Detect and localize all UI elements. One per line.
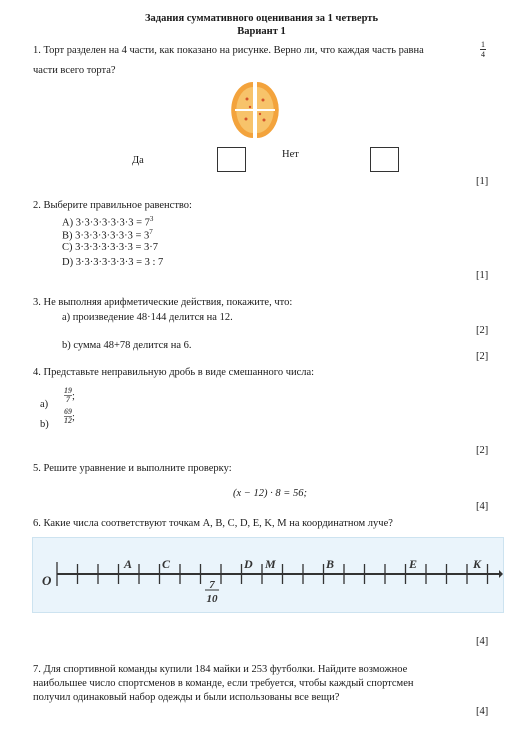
- q2-option-a-expr: 3·3·3·3·3·3·3 = 7: [75, 217, 150, 229]
- fraction-denominator: 10: [206, 593, 218, 605]
- q4-part-a-label: a): [40, 399, 49, 410]
- q6-title: 6. Какие числа соответствуют точкам A, B, C, D, E, K, M на координатном луче?: [33, 518, 393, 529]
- q2-option-b-label: B): [62, 230, 73, 242]
- q2-option-c-label: C): [62, 242, 73, 253]
- q5-equation: (x − 12) · 8 = 56;: [233, 488, 307, 499]
- number-line: [33, 538, 503, 612]
- q4-mark: [2]: [476, 445, 489, 456]
- q1-text: [33, 44, 424, 57]
- q3-part-b: b) сумма 48+78 делится на 6.: [62, 340, 192, 351]
- q3-part-a: а) произведение 48·144 делится на 12.: [62, 312, 233, 323]
- point-label-a: A: [124, 557, 133, 571]
- q4-a-denominator: 7: [66, 394, 70, 404]
- q4-part-a: [64, 386, 75, 404]
- q2-option-a-exp: 3: [149, 215, 154, 223]
- q2-option-b-expr: 3·3·3·3·3·3·3 = 3: [75, 230, 150, 242]
- variant-label: Вариант 1: [237, 26, 286, 37]
- q2-option-d-label: D): [62, 257, 74, 268]
- q2-option-d-expr: 3·3·3·3·3·3·3 = 3 : 7: [75, 257, 164, 268]
- point-label-b: B: [326, 557, 335, 571]
- q6-mark: [4]: [476, 636, 489, 647]
- point-label-k: K: [473, 557, 482, 571]
- q2-option-c-expr: 3·3·3·3·3·3·3 = 3·7: [75, 242, 159, 253]
- q4-a-sep: ;: [72, 391, 75, 402]
- point-label-c: C: [162, 557, 171, 571]
- q4-part-b: [64, 407, 75, 425]
- q4-a-numerator: 19: [64, 385, 72, 395]
- q2-option-b-exp: 7: [149, 228, 153, 236]
- q7-line-3: получил одинаковый набор одежды и были использованы все вещи?: [33, 692, 340, 703]
- q1-fraction-denominator: 4: [481, 50, 485, 59]
- q3-title: 3. Не выполняя арифметические действия, покажите, что:: [33, 297, 293, 308]
- page-title: Задания суммативного оценивания за 1 четверть: [145, 13, 378, 24]
- number-line-arrow: [499, 570, 503, 578]
- q3-b-mark: [2]: [476, 351, 489, 362]
- point-label-d: D: [244, 557, 253, 571]
- point-label-m: M: [265, 557, 276, 571]
- q4-b-sep: ;: [72, 412, 75, 423]
- q2-option-a-label: A): [62, 217, 74, 229]
- q4-title: 4. Представьте неправильную дробь в виде смешанного числа:: [33, 367, 315, 378]
- origin-label: O: [42, 573, 52, 588]
- fraction-numerator: 7: [209, 579, 215, 591]
- q4-b-numerator: 69: [64, 406, 72, 416]
- no-label: Нет: [282, 149, 299, 160]
- q1-text-line2: части всего торта?: [33, 65, 116, 76]
- q2-title: 2. Выберите правильное равенство:: [33, 200, 192, 211]
- q4-a-fraction: [64, 387, 72, 404]
- q7-mark: [4]: [476, 706, 489, 717]
- q2-mark: [1]: [476, 270, 489, 281]
- yes-label: Да: [132, 155, 144, 166]
- q2-option-c: [62, 241, 158, 254]
- point-label-e: E: [409, 557, 418, 571]
- q7-line-1: 7. Для спортивной команды купили 184 майки и 253 футболки. Найдите возможное: [33, 664, 408, 675]
- q4-b-denominator: 12: [64, 415, 72, 425]
- pie-image: [231, 79, 279, 141]
- number-line-figure: [32, 537, 504, 613]
- q4-b-fraction: [64, 408, 72, 425]
- q3-a-mark: [2]: [476, 325, 489, 336]
- q7-line-2: наибольшее число спортсменов в команде, если требуется, чтобы каждый спортсмен: [33, 678, 414, 689]
- yes-checkbox[interactable]: [217, 147, 246, 172]
- q5-title: 5. Решите уравнение и выполните проверку:: [33, 463, 232, 474]
- q1-mark: [1]: [476, 176, 489, 187]
- q1-fraction: [480, 40, 486, 59]
- no-checkbox[interactable]: [370, 147, 399, 172]
- q4-part-b-label: b): [40, 419, 49, 430]
- q2-option-d: [62, 256, 163, 269]
- q5-mark: [4]: [476, 501, 489, 512]
- q1-text-main: 1. Торт разделен на 4 части, как показано на рисунке. Верно ли, что каждая часть равна: [33, 45, 424, 56]
- q1-fraction-numerator: 1: [481, 40, 485, 49]
